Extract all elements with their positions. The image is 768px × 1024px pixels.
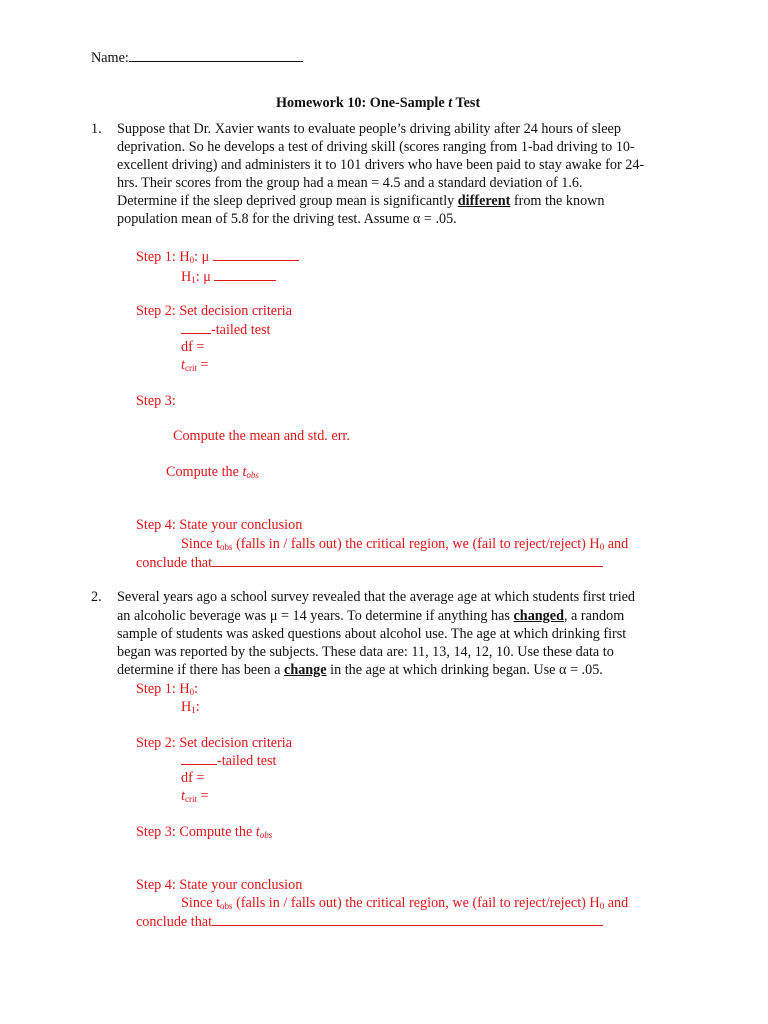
- q1-tailed: -tailed test: [181, 320, 271, 339]
- q1-step1-h1: $H_1$: μ: [181, 267, 276, 286]
- q1-step2: Step 2: Set decision criteria: [136, 303, 293, 319]
- emphasis-changed: changed: [513, 608, 564, 624]
- q2-tailed: -tailed test: [181, 751, 277, 770]
- q2-tcrit: $t_{crit}$ =: [181, 788, 209, 804]
- q1-compute-tobs: Compute the $t_{obs}$: [166, 464, 259, 480]
- q2-step1-h1: $H_1$:: [181, 699, 200, 715]
- question-2-number: 2.: [91, 589, 102, 605]
- page-title: Homework 10: One-Sample t Test: [276, 95, 481, 111]
- conclude-blank[interactable]: [212, 553, 603, 567]
- q2-text-line: Several years ago a school survey revealed that the average age at which students first tried: [117, 589, 636, 605]
- q2-step1-h0: Step 1: $H_0$:: [136, 681, 199, 697]
- h0-blank[interactable]: [213, 247, 299, 261]
- q1-text-line: population mean of 5.8 for the driving test. Assume α = .05.: [117, 211, 457, 227]
- q1-step3: Step 3:: [136, 393, 176, 409]
- q1-text-line: excellent driving) and administers it to 101 drivers who have been paid to stay awake for 24-: [117, 157, 645, 173]
- conclude-blank[interactable]: [212, 912, 603, 926]
- q2-text-line: sample of students was asked questions about alcohol use. The age at which drinking first: [117, 626, 627, 642]
- name-label: Name:: [91, 50, 129, 66]
- q2-text-line: began was reported by the subjects. These data are: 11, 13, 14, 12, 10. Use these data to: [117, 644, 614, 660]
- q1-since: Since $t_{obs}$ (falls in / falls out) the critical region, we (fail to reject/reject) $H_0$ and: [181, 536, 629, 552]
- q2-conclude: conclude that: [136, 912, 603, 931]
- h1-blank[interactable]: [214, 267, 276, 281]
- tailed-blank[interactable]: [181, 320, 211, 334]
- q2-text-line: an alcoholic beverage was μ = 14 years. To determine if anything has changed, a random: [117, 608, 625, 624]
- emphasis-different: different: [457, 193, 511, 209]
- q1-compute-mean: Compute the mean and std. err.: [173, 428, 350, 444]
- emphasis-change: change: [284, 662, 327, 678]
- q2-step3: Step 3: Compute the $t_{obs}$: [136, 824, 273, 840]
- q2-step2: Step 2: Set decision criteria: [136, 735, 293, 751]
- q1-text-line: hrs. Their scores from the group had a mean = 4.5 and a standard deviation of 1.6.: [117, 175, 583, 191]
- q1-df: df =: [181, 339, 205, 355]
- name-field[interactable]: [91, 48, 303, 67]
- q1-text-line: Determine if the sleep deprived group mean is significantly different from the known: [117, 193, 605, 209]
- q1-step4: Step 4: State your conclusion: [136, 517, 303, 533]
- q2-step4: Step 4: State your conclusion: [136, 877, 303, 893]
- question-1-number: 1.: [91, 121, 102, 137]
- q1-text-line: Suppose that Dr. Xavier wants to evaluate people’s driving ability after 24 hours of sleep: [117, 121, 621, 137]
- q2-df: df =: [181, 770, 205, 786]
- q2-since: Since $t_{obs}$ (falls in / falls out) the critical region, we (fail to reject/reject) $H_0$ and: [181, 895, 629, 911]
- q1-conclude: conclude that: [136, 553, 603, 572]
- q1-text-line: deprivation. So he develops a test of driving skill (scores ranging from 1-bad driving to 10-: [117, 139, 635, 155]
- q2-text-line: determine if there has been a change in the age at which drinking began. Use α = .05.: [117, 662, 603, 678]
- q1-step1-h0: Step 1: $H_0$: μ: [136, 247, 299, 266]
- q1-tcrit: $t_{crit}$ =: [181, 357, 209, 373]
- tailed-blank[interactable]: [181, 751, 217, 765]
- name-blank[interactable]: [129, 48, 303, 62]
